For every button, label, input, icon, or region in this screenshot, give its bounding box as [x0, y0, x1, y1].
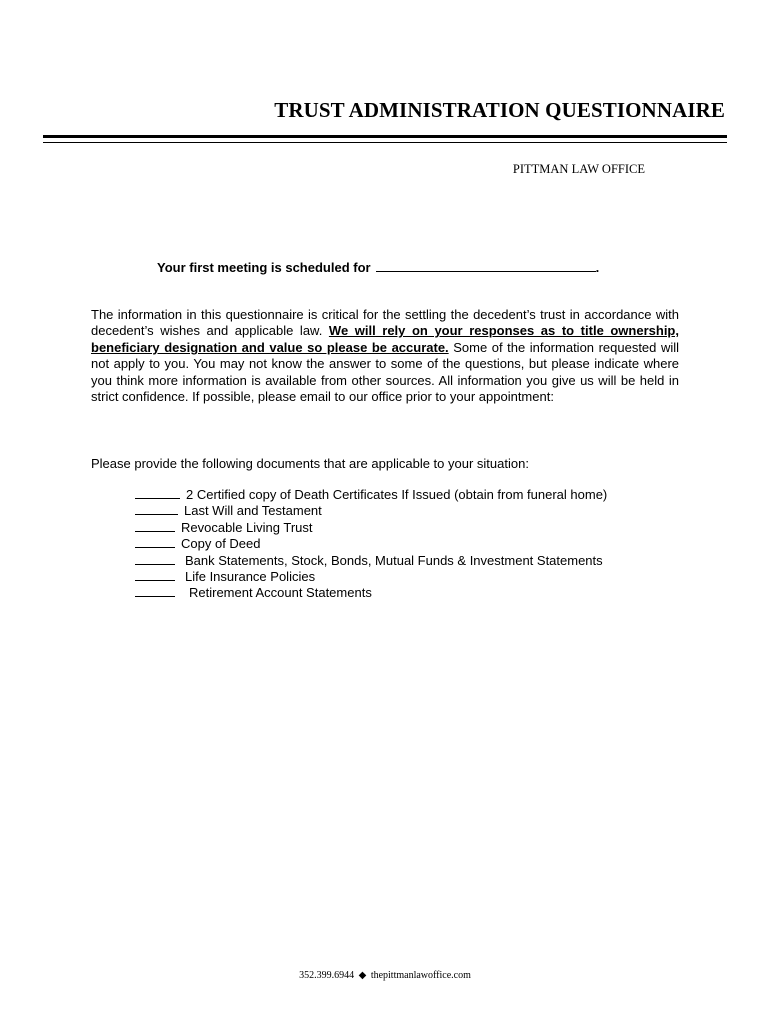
- checklist-label: 2 Certified copy of Death Certificates If Issued (obtain from funeral home): [186, 487, 608, 502]
- checklist-blank[interactable]: [135, 520, 175, 532]
- document-title: TRUST ADMINISTRATION QUESTIONNAIRE: [274, 98, 725, 122]
- checklist-blank[interactable]: [135, 503, 178, 515]
- intro-paragraph: [91, 307, 679, 405]
- documents-checklist: [135, 487, 607, 602]
- footer-website: thepittmanlawoffice.com: [370, 970, 471, 981]
- office-name: PITTMAN LAW OFFICE: [512, 162, 645, 176]
- footer-phone: 352.399.6944: [299, 970, 355, 981]
- checklist-label: Copy of Deed: [181, 536, 261, 552]
- checklist-blank[interactable]: [135, 553, 175, 565]
- meeting-date-blank[interactable]: [376, 259, 596, 272]
- checklist-item: [135, 536, 607, 552]
- title-rule-thin: [43, 142, 727, 143]
- checklist-item: [135, 520, 607, 536]
- checklist-item: [135, 585, 607, 601]
- documents-instruction: Please provide the following documents that are applicable to your situation:: [91, 456, 529, 471]
- meeting-line: [157, 259, 599, 275]
- meeting-period: .: [595, 260, 600, 275]
- checklist-label: Retirement Account Statements: [189, 585, 372, 601]
- checklist-label: Last Will and Testament: [184, 503, 322, 519]
- checklist-label: Bank Statements, Stock, Bonds, Mutual Funds & Investment Statements: [185, 552, 603, 568]
- checklist-blank[interactable]: [135, 585, 175, 597]
- page-footer: [0, 970, 770, 981]
- intro-text-2: Some of the information requested will not apply to you. You may not know the answer to some of the questions, but please indicate where you think more information is available from other sources. All information you give us will be held in strict confidence. If possible, please email to our office prior to your appointment:: [91, 339, 679, 405]
- checklist-item: [135, 487, 607, 503]
- intro-text-1: The information in this questionnaire is critical for the settling the decedent’s trust in accordance with decedent’s wishes and applicable law.: [91, 307, 679, 339]
- checklist-item: [135, 553, 607, 569]
- checklist-blank[interactable]: [135, 536, 175, 548]
- checklist-label: Life Insurance Policies: [185, 569, 316, 585]
- intro-emphasis: We will rely on your responses as to title ownership, beneficiary designation and value so please be accurate.: [91, 323, 679, 355]
- checklist-label: Revocable Living Trust: [181, 519, 313, 535]
- checklist-blank[interactable]: [135, 569, 175, 581]
- checklist-item: [135, 569, 607, 585]
- meeting-label: Your first meeting is scheduled for: [157, 260, 371, 275]
- checklist-item: [135, 503, 607, 519]
- diamond-icon: ◆: [358, 970, 367, 981]
- checklist-blank[interactable]: [135, 487, 180, 499]
- title-rule-thick: [43, 135, 727, 138]
